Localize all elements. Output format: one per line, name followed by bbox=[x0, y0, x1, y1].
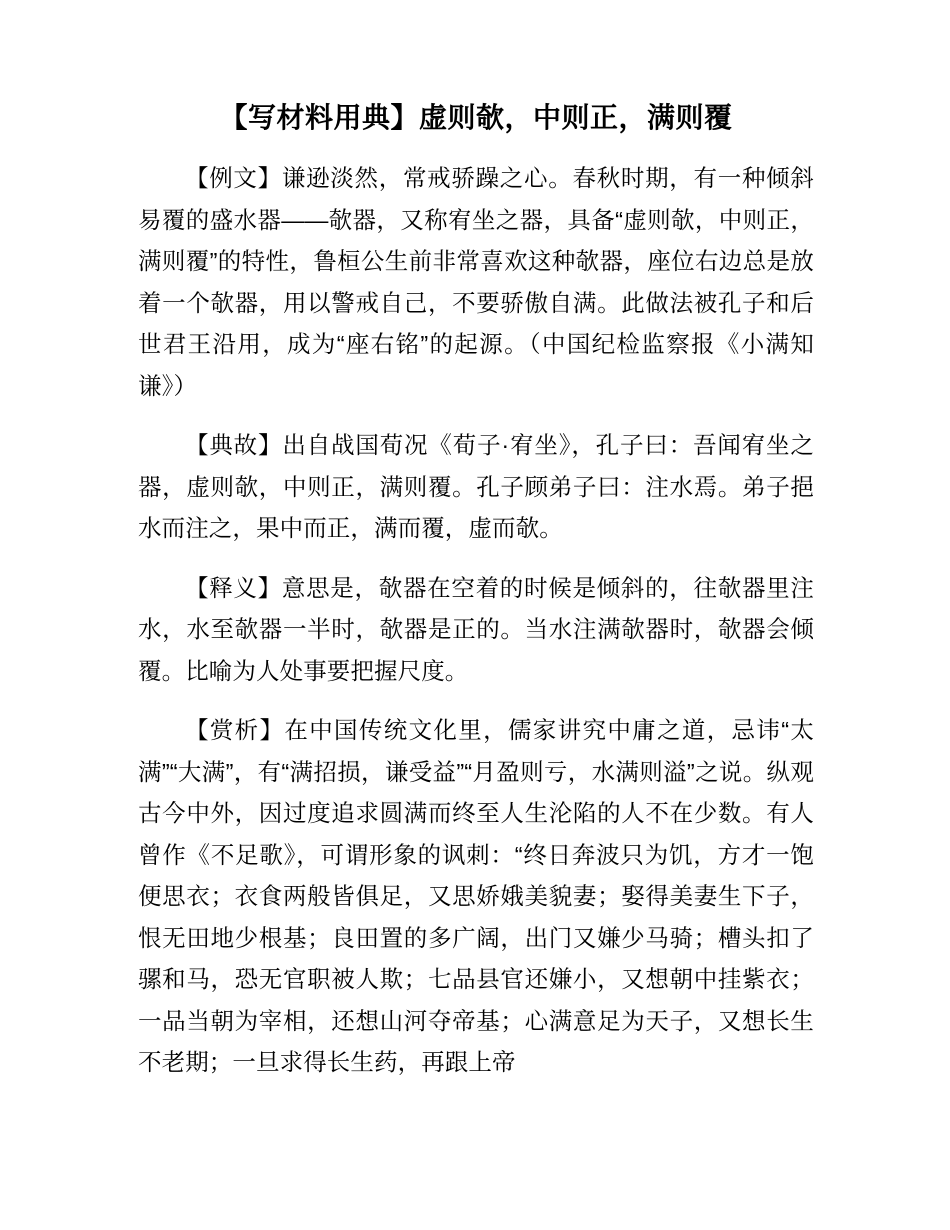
paragraph-appreciation: 【赏析】在中国传统文化里，儒家讲究中庸之道，忌讳“太满”“大满”，有“满招损，谦受益”“月盈则亏，水满则溢”之说。纵观古今中外，因过度追求圆满而终至人生沦陷的人不在少数。有人曾作《不足歌》，可谓形象的讽刺：“终日奔波只为饥，方才一饱便思衣；衣食两般皆俱足，又思娇娥美貌妻；娶得美妻生下子，恨无田地少根基；良田置的多广阔，出门又嫌少马骑；槽头扣了骡和马，恐无官职被人欺；七品县官还嫌小，又想朝中挂紫衣；一品当朝为宰相，还想山河夺帝基；心满意足为天子，又想长生不老期；一旦求得长生药，再跟上帝 bbox=[138, 717, 814, 1075]
paragraph-example: 【例文】谦逊淡然，常戒骄躁之心。春秋时期，有一种倾斜易覆的盛水器——欹器，又称宥坐之器，具备“虚则欹，中则正，满则覆”的特性，鲁桓公生前非常喜欢这种欹器，座位右边总是放着一个欹器，用以警戒自己，不要骄傲自满。此做法被孔子和后世君王沿用，成为“座右铭”的起源。（中国纪检监察报《小满知谦》） bbox=[138, 165, 814, 399]
paragraph-definition: 【释义】意思是，欹器在空着的时候是倾斜的，往欹器里注水，水至欹器一半时，欹器是正的。当水注满欹器时，欹器会倾覆。比喻为人处事要把握尺度。 bbox=[138, 574, 814, 684]
document-body bbox=[138, 96, 814, 1084]
paragraph-allusion: 【典故】出自战国荀况《荀子·宥坐》，孔子曰：吾闻宥坐之器，虚则欹，中则正，满则覆。孔子顾弟子曰：注水焉。弟子挹水而注之，果中而正，满而覆，虚而欹。 bbox=[138, 432, 814, 541]
page-title: 【写材料用典】虚则欹，中则正，满则覆 bbox=[219, 102, 733, 133]
